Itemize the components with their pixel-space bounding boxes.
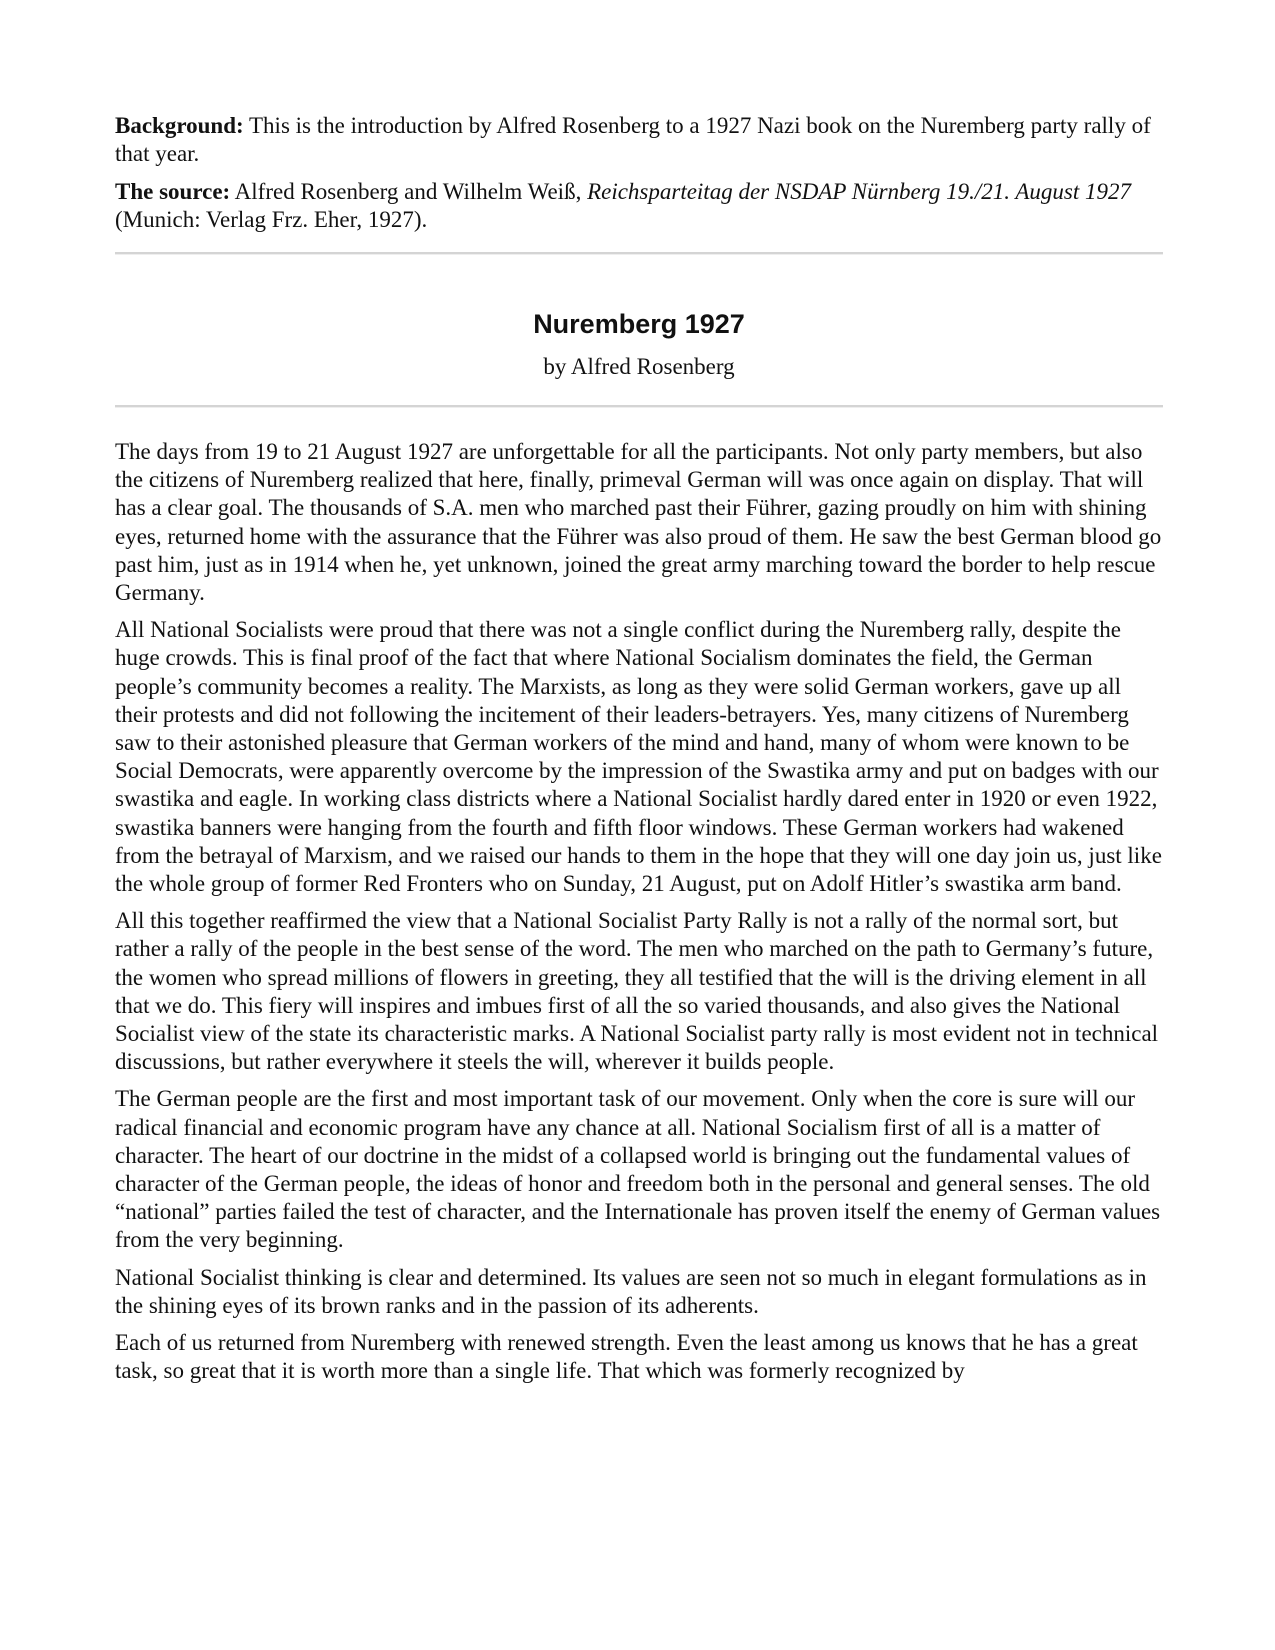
body-paragraph: The days from 19 to 21 August 1927 are unforgettable for all the participants. Not only party members, but also the citizens of Nuremberg realized that here, finally, primeval German will was once again on display. That will has a clear goal. The thousands of S.A. men who marched past their Führer, gazing proudly on him with shining eyes, returned home with the assurance that the Führer was also proud of them. He saw the best German blood go past him, just as in 1914 when he, yet unknown, joined the great army marching toward the border to help rescue Germany. bbox=[115, 439, 1162, 606]
background-label: Background: bbox=[115, 113, 244, 138]
body-paragraph: The German people are the first and most important task of our movement. Only when the core is sure will our radical financial and economic program have any chance at all. National Socialism first of all is a matter of character. The heart of our doctrine in the midst of a collapsed world is bringing out the fundamental values of character of the German people, the ideas of honor and freedom both in the personal and general senses. The old “national” parties failed the test of character, and the Internationale has proven itself the enemy of German values from the very beginning. bbox=[115, 1086, 1161, 1253]
background-text: This is the introduction by Alfred Rosenberg to a 1927 Nazi book on the Nuremberg party rally of that year. bbox=[115, 113, 1151, 166]
article-title: Nuremberg 1927 bbox=[533, 309, 745, 339]
intro-section bbox=[115, 112, 1163, 234]
article-byline: by Alfred Rosenberg bbox=[543, 354, 735, 379]
body-paragraph: National Socialist thinking is clear and determined. Its values are seen not so much in elegant formulations as in the shining eyes of its brown ranks and in the passion of its adherents. bbox=[115, 1264, 1147, 1318]
background-note bbox=[115, 112, 1163, 168]
article-header bbox=[115, 255, 1163, 405]
body-paragraph: Each of us returned from Nuremberg with renewed strength. Even the least among us knows that he has a great task, so great that it is worth more than a single life. That which was formerly recognized by bbox=[115, 1330, 1138, 1384]
article-body bbox=[115, 408, 1163, 1386]
document-page bbox=[115, 112, 1163, 1395]
body-paragraph: All National Socialists were proud that there was not a single conflict during the Nuremberg rally, despite the huge crowds. This is final proof of the fact that where National Socialism dominates the field, the German people’s community becomes a reality. The Marxists, as long as they were solid German workers, gave up all their protests and did not following the incitement of their leaders-betrayers. Yes, many citizens of Nuremberg saw to their astonished pleasure that German workers of the mind and hand, many of whom were known to be Social Democrats, were apparently overcome by the impression of the Swastika army and put on badges with our swastika and eagle. In working class districts where a National Socialist hardly dared enter in 1920 or even 1922, swastika banners were hanging from the fourth and fifth floor windows. These German workers had wakened from the betrayal of Marxism, and we raised our hands to them in the hope that they will one day join us, just like the whole group of former Red Fronters who on Sunday, 21 August, put on Adolf Hitler’s swastika arm band. bbox=[115, 617, 1162, 897]
body-paragraph: All this together reaffirmed the view that a National Socialist Party Rally is not a rally of the normal sort, but rather a rally of the people in the best sense of the word. The men who marched on the path to Germany’s future, the women who spread millions of flowers in greeting, they all testified that the will is the driving element in all that we do. This fiery will inspires and imbues first of all the so varied thousands, and also gives the National Socialist view of the state its characteristic marks. A National Socialist party rally is most evident not in technical discussions, but rather everywhere it steels the will, wherever it builds people. bbox=[115, 908, 1159, 1075]
source-note bbox=[115, 178, 1163, 234]
source-label: The source: bbox=[115, 179, 231, 204]
source-title: Reichsparteitag der NSDAP Nürnberg 19./21. August 1927 bbox=[587, 179, 1131, 204]
source-authors: Alfred Rosenberg and Wilhelm Weiß, bbox=[230, 179, 588, 204]
source-publisher: (Munich: Verlag Frz. Eher, 1927). bbox=[115, 207, 428, 232]
